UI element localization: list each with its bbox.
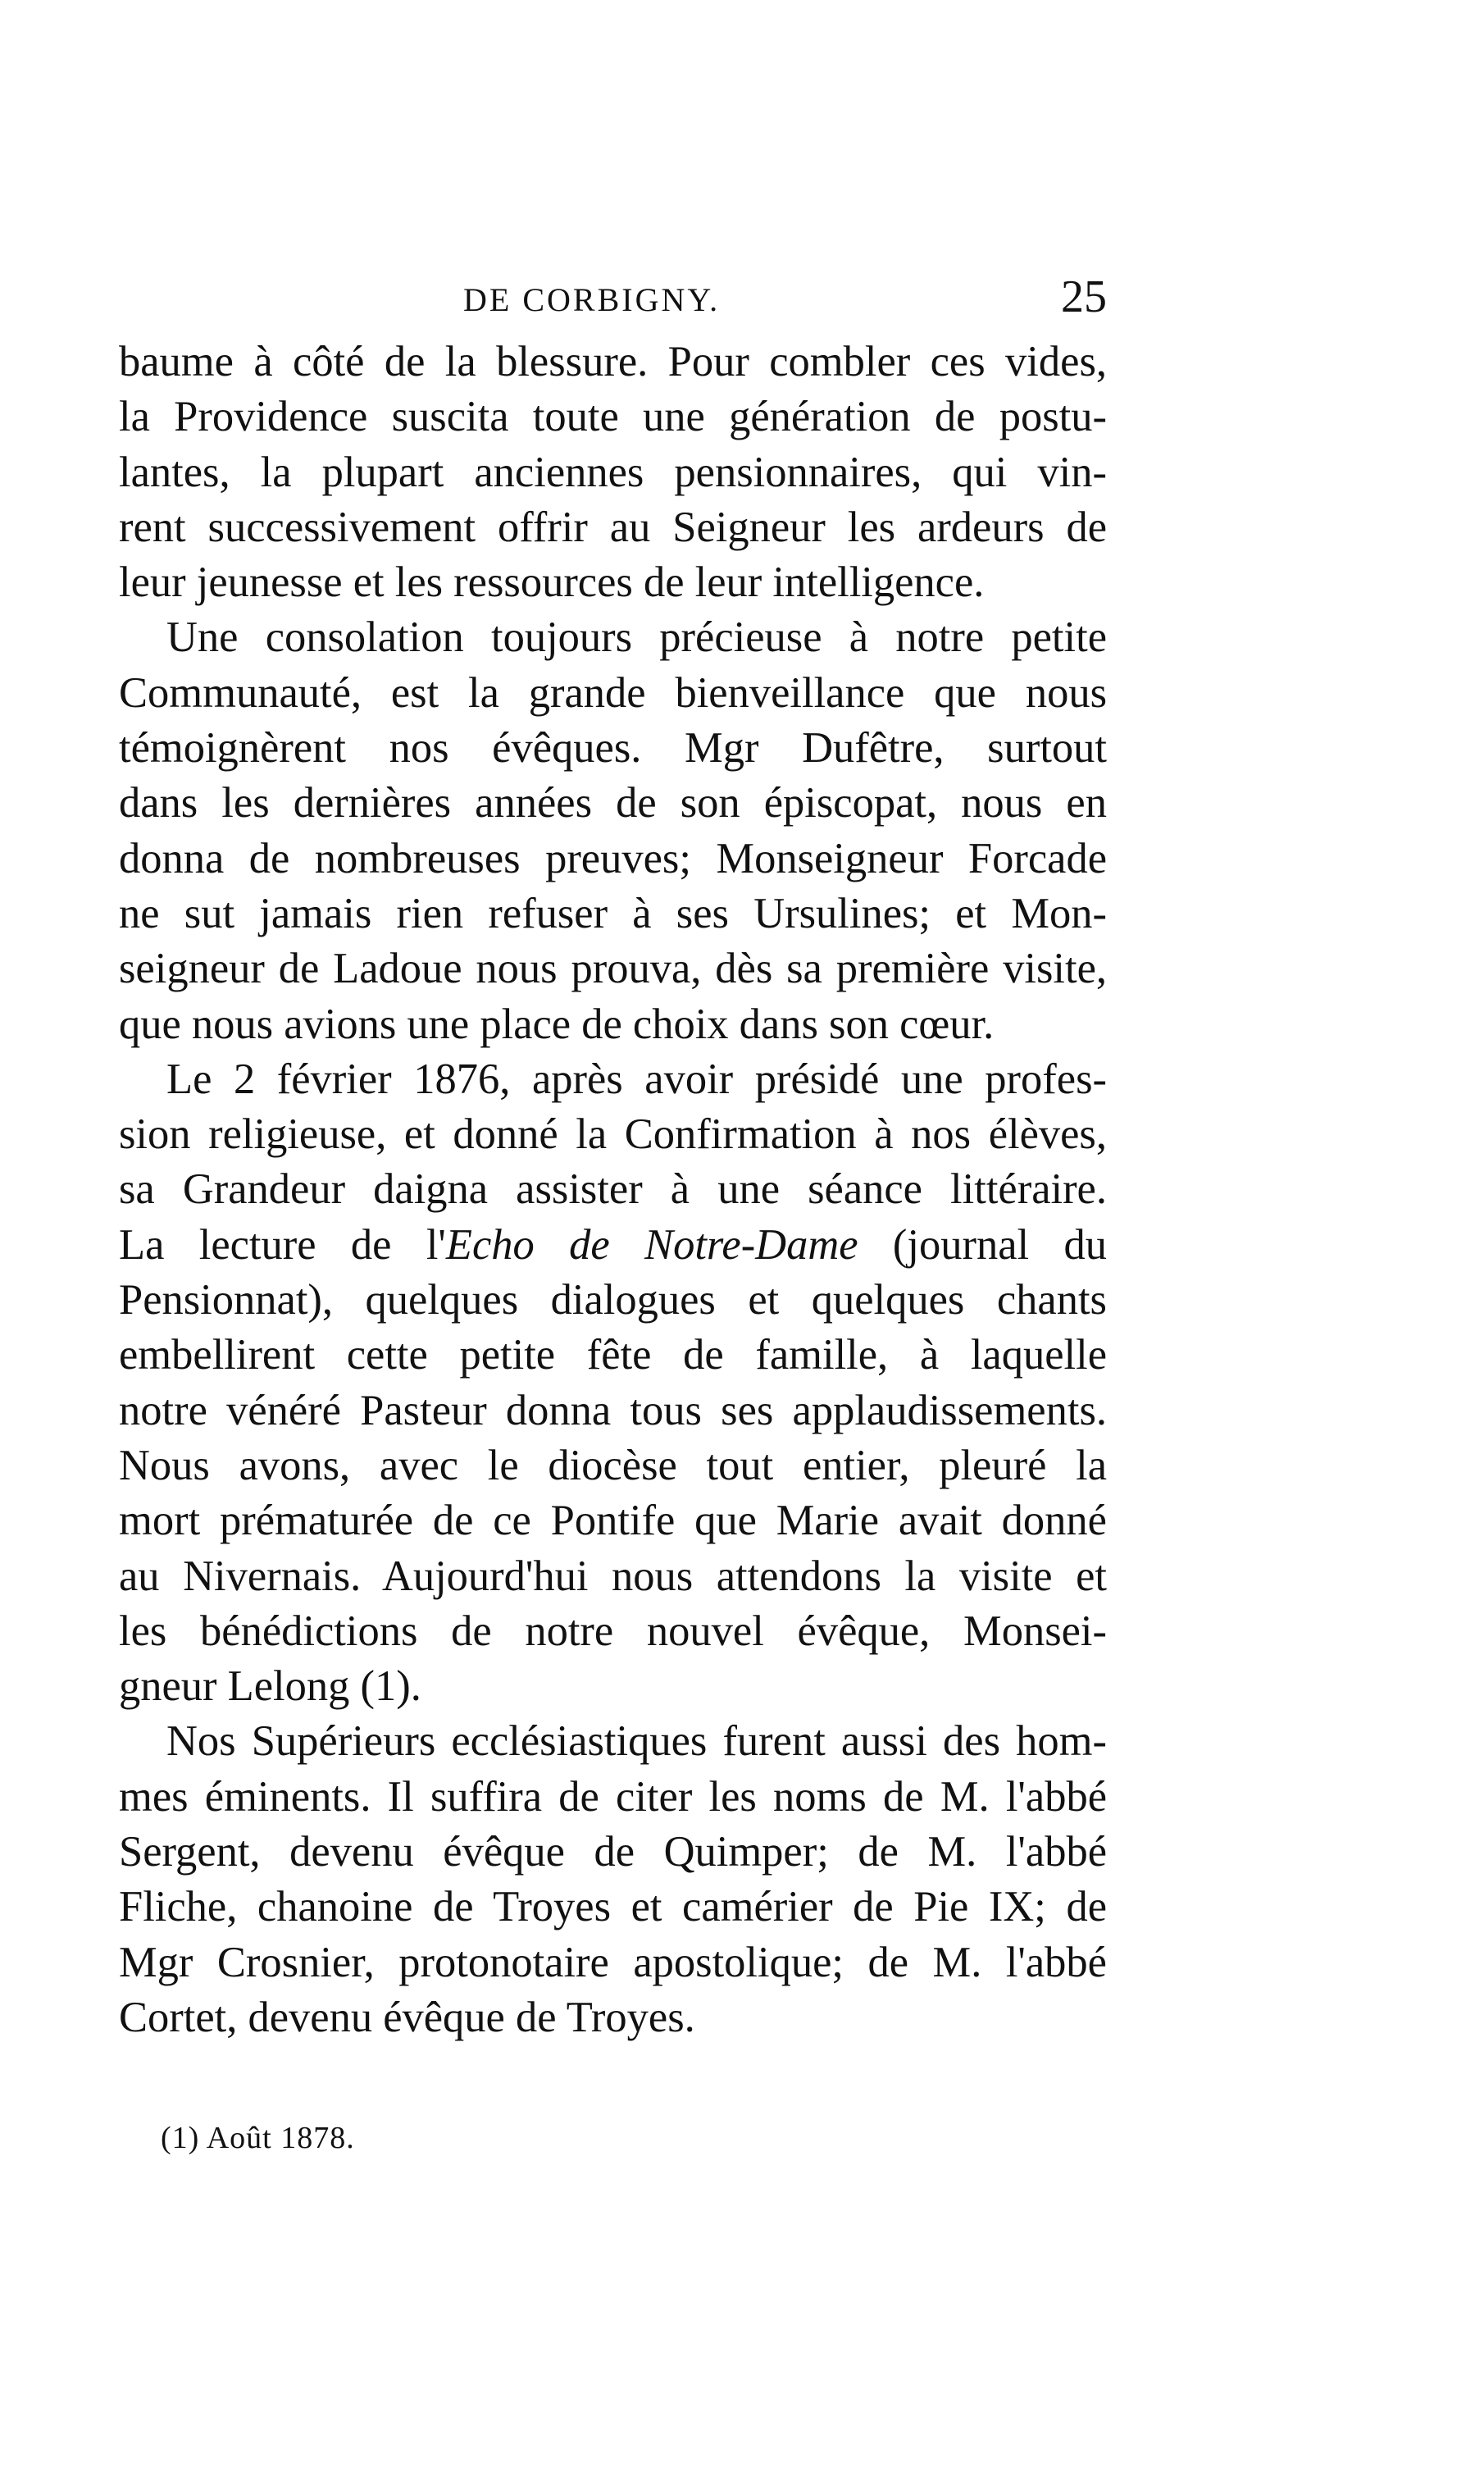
text-line: seigneur de Ladoue nous prouva, dès sa première visite, <box>119 945 1107 993</box>
text-line: Cortet, devenu évêque de Troyes. <box>119 1993 695 2041</box>
text-line: Une consolation toujours précieuse à notre petite <box>166 613 1107 662</box>
text-line: témoignèrent nos évêques. Mgr Dufêtre, surtout <box>119 724 1107 773</box>
body-text <box>119 335 1107 2045</box>
text-line: lantes, la plupart anciennes pensionnaires, qui vin- <box>119 448 1107 496</box>
text-line: Nous avons, avec le diocèse tout entier, pleuré la <box>119 1441 1107 1489</box>
text-line: Sergent, devenu évêque de Quimper; de M. l'abbé <box>119 1828 1107 1876</box>
text-line <box>119 1218 1107 1273</box>
text-fragment: (journal du <box>858 1220 1107 1269</box>
text-line: que nous avions une place de choix dans son cœur. <box>119 1000 995 1048</box>
text-line: leur jeunesse et les ressources de leur intelligence. <box>119 558 985 607</box>
text-line: la Providence suscita toute une génération de postu- <box>119 393 1107 441</box>
text-line: Communauté, est la grande bienveillance que nous <box>119 668 1107 717</box>
text-line: sion religieuse, et donné la Confirmation à nos élèves, <box>119 1110 1107 1159</box>
text-line: Le 2 février 1876, après avoir présidé une profes- <box>166 1055 1107 1103</box>
text-line: au Nivernais. Aujourd'hui nous attendons la visite et <box>119 1552 1107 1600</box>
text-line: rent successivement offrir au Seigneur les ardeurs de <box>119 503 1107 551</box>
text-fragment: La lecture de l' <box>119 1220 446 1269</box>
text-line: mort prématurée de ce Pontife que Marie avait donné <box>119 1497 1107 1545</box>
text-line: baume à côté de la blessure. Pour combler ces vides, <box>119 338 1107 385</box>
text-line: Fliche, chanoine de Troyes et camérier de Pie IX; de <box>119 1883 1107 1931</box>
text-line: mes éminents. Il suffira de citer les noms de M. l'abbé <box>119 1772 1107 1821</box>
running-head <box>119 271 1107 336</box>
text-line: gneur Lelong (1). <box>119 1662 421 1711</box>
page-number: 25 <box>1061 271 1107 322</box>
text-line: embellirent cette petite fête de famille, à laquelle <box>119 1331 1107 1379</box>
text-line: donna de nombreuses preuves; Monseigneur Forcade <box>119 834 1107 882</box>
text-line: ne sut jamais rien refuser à ses Ursulines; et Mon- <box>119 889 1107 937</box>
text-line: sa Grandeur daigna assister à une séance littéraire. <box>119 1165 1107 1214</box>
running-title: DE CORBIGNY. <box>463 281 721 318</box>
text-line: dans les dernières années de son épiscopat, nous en <box>119 779 1107 827</box>
journal-title: Echo de Notre-Dame <box>445 1220 858 1269</box>
text-line: les bénédictions de notre nouvel évêque, Monsei- <box>119 1607 1107 1655</box>
text-line: notre vénéré Pasteur donna tous ses applaudissements. <box>119 1386 1107 1434</box>
text-line: Mgr Crosnier, protonotaire apostolique; de M. l'abbé <box>119 1938 1107 1986</box>
text-line: Pensionnat), quelques dialogues et quelques chants <box>119 1276 1107 1324</box>
footnote: (1) Août 1878. <box>161 2121 355 2155</box>
text-line: Nos Supérieurs ecclésiastiques furent aussi des hom- <box>166 1717 1107 1766</box>
